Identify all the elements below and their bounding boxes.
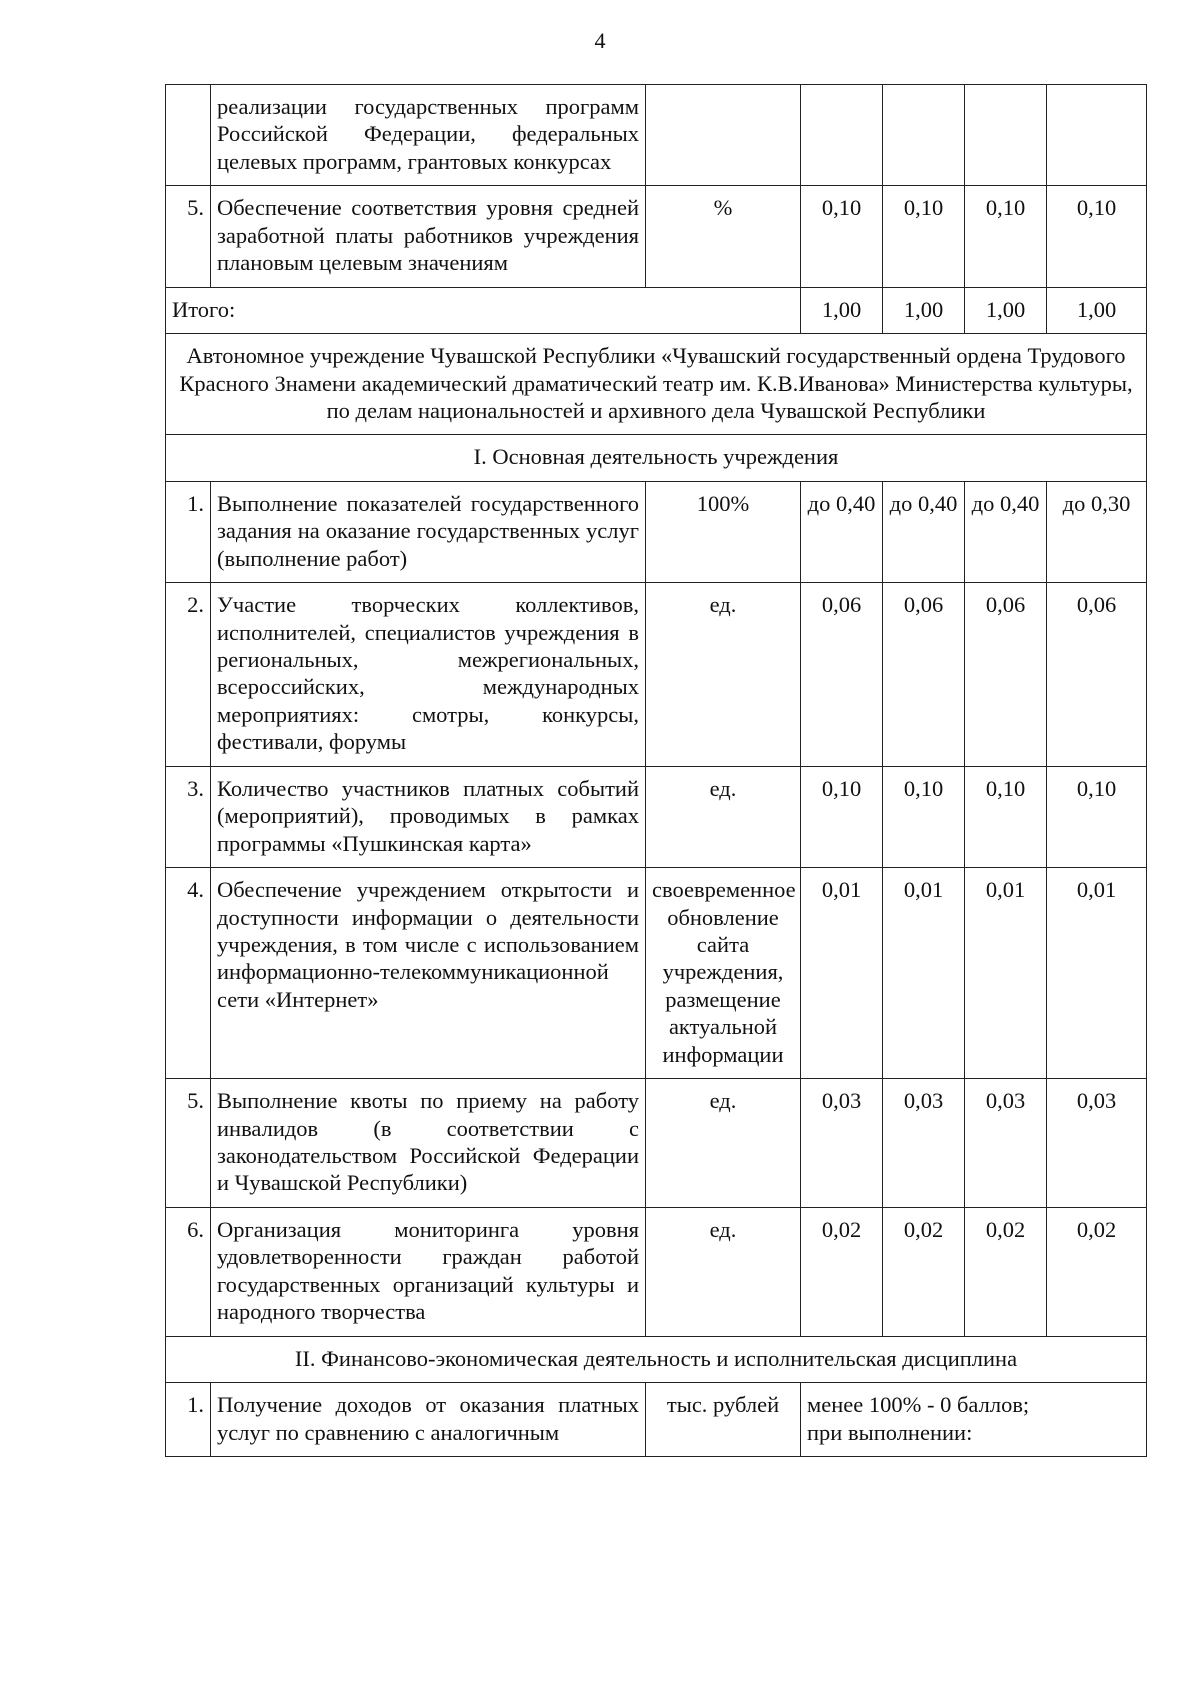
total-value: 1,00 [801,287,883,333]
unit-cell: ед. [646,1079,801,1208]
unit-cell: % [646,186,801,287]
table-row [166,868,1147,1079]
row-number: 2. [166,583,211,767]
row-number: 4. [166,868,211,1079]
value-cell: 0,06 [965,583,1047,767]
table-row [166,1079,1147,1208]
row-number: 3. [166,766,211,867]
value-cell: 0,10 [883,766,965,867]
table-row [166,481,1147,582]
criterion-description: Организация мониторинга уровня удовлетворенности граждан работой государственных организаций культуры и народного творчества [211,1207,646,1336]
value-cell: 0,10 [1047,186,1147,287]
unit-cell: тыс. рублей [646,1383,801,1457]
value-cell: 0,03 [801,1079,883,1208]
value-cell: 0,02 [965,1207,1047,1336]
criterion-description: Количество участников платных событий (мероприятий), проводимых в рамках программы «Пушкинская карта» [211,766,646,867]
institution-header-row [166,334,1147,435]
criteria-table [165,84,1147,1457]
value-cell: 0,02 [1047,1207,1147,1336]
total-label: Итого: [166,287,801,333]
page-number: 4 [594,28,606,53]
institution-header: Автономное учреждение Чувашской Республики «Чувашский государственный ордена Трудового Красного Знамени академический драматический театр им. К.В.Иванова» Министерства культуры, по делам национальностей и архивного дела Чувашской Республики [166,334,1147,435]
value-cell: 0,01 [883,868,965,1079]
scoring-note-line: при выполнении: [807,1419,973,1445]
criterion-description: Выполнение показателей государственного задания на оказание государственных услуг (выполнение работ) [211,481,646,582]
value-cell: 0,10 [1047,766,1147,867]
value-cell: до 0,30 [1047,481,1147,582]
criterion-description: Обеспечение соответствия уровня средней заработной платы работников учреждения плановым целевым значениям [211,186,646,287]
table-row [166,1207,1147,1336]
value-cell: 0,01 [1047,868,1147,1079]
total-value: 1,00 [1047,287,1147,333]
scoring-note [801,1383,1147,1457]
row-number: 1. [166,481,211,582]
value-cell: 0,10 [801,766,883,867]
total-value: 1,00 [965,287,1047,333]
table-row [166,85,1147,186]
total-row [166,287,1147,333]
value-cell: до 0,40 [965,481,1047,582]
value-cell: 0,02 [883,1207,965,1336]
value-cell: 0,06 [1047,583,1147,767]
criterion-description: Выполнение квоты по приему на работу инвалидов (в соответствии с законодательством Российской Федерации и Чувашской Республики) [211,1079,646,1208]
table-row [166,583,1147,767]
row-number: 5. [166,186,211,287]
value-cell: 0,10 [883,186,965,287]
table-row [166,186,1147,287]
unit-cell: 100% [646,481,801,582]
section-header-row [166,1336,1147,1382]
unit-cell: своевременное обновление сайта учреждения, размещение актуальной информации [646,868,801,1079]
section-header-row [166,435,1147,481]
value-cell: 0,10 [801,186,883,287]
unit-cell: ед. [646,583,801,767]
value-cell: 0,01 [801,868,883,1079]
value-cell: до 0,40 [883,481,965,582]
value-cell: 0,10 [965,186,1047,287]
value-cell: 0,01 [965,868,1047,1079]
value-cell: 0,06 [883,583,965,767]
value-cell: до 0,40 [801,481,883,582]
table-row [166,1383,1147,1457]
total-value: 1,00 [883,287,965,333]
unit-cell: ед. [646,766,801,867]
value-cell: 0,03 [1047,1079,1147,1208]
row-number: 5. [166,1079,211,1208]
criterion-description: реализации государственных программ Российской Федерации, федеральных целевых программ, грантовых конкурсах [211,85,646,186]
value-cell: 0,10 [965,766,1047,867]
value-cell: 0,03 [965,1079,1047,1208]
section-1-header: I. Основная деятельность учреждения [166,435,1147,481]
row-number: 6. [166,1207,211,1336]
criterion-description: Участие творческих коллективов, исполнителей, специалистов учреждения в региональных, межрегиональных, всероссийских, международных мероприятиях: смотры, конкурсы, фестивали, форумы [211,583,646,767]
value-cell: 0,06 [801,583,883,767]
criterion-description: Обеспечение учреждением открытости и доступности информации о деятельности учреждения, в том числе с использованием информационно-телекоммуникационной сети «Интернет» [211,868,646,1079]
section-2-header: II. Финансово-экономическая деятельность и исполнительская дисциплина [166,1336,1147,1382]
row-number: 1. [166,1383,211,1457]
criterion-description: Получение доходов от оказания платных услуг по сравнению с аналогичным [211,1383,646,1457]
table-row [166,766,1147,867]
scoring-note-line: менее 100% - 0 баллов; [807,1392,1030,1418]
value-cell: 0,02 [801,1207,883,1336]
value-cell: 0,03 [883,1079,965,1208]
unit-cell: ед. [646,1207,801,1336]
